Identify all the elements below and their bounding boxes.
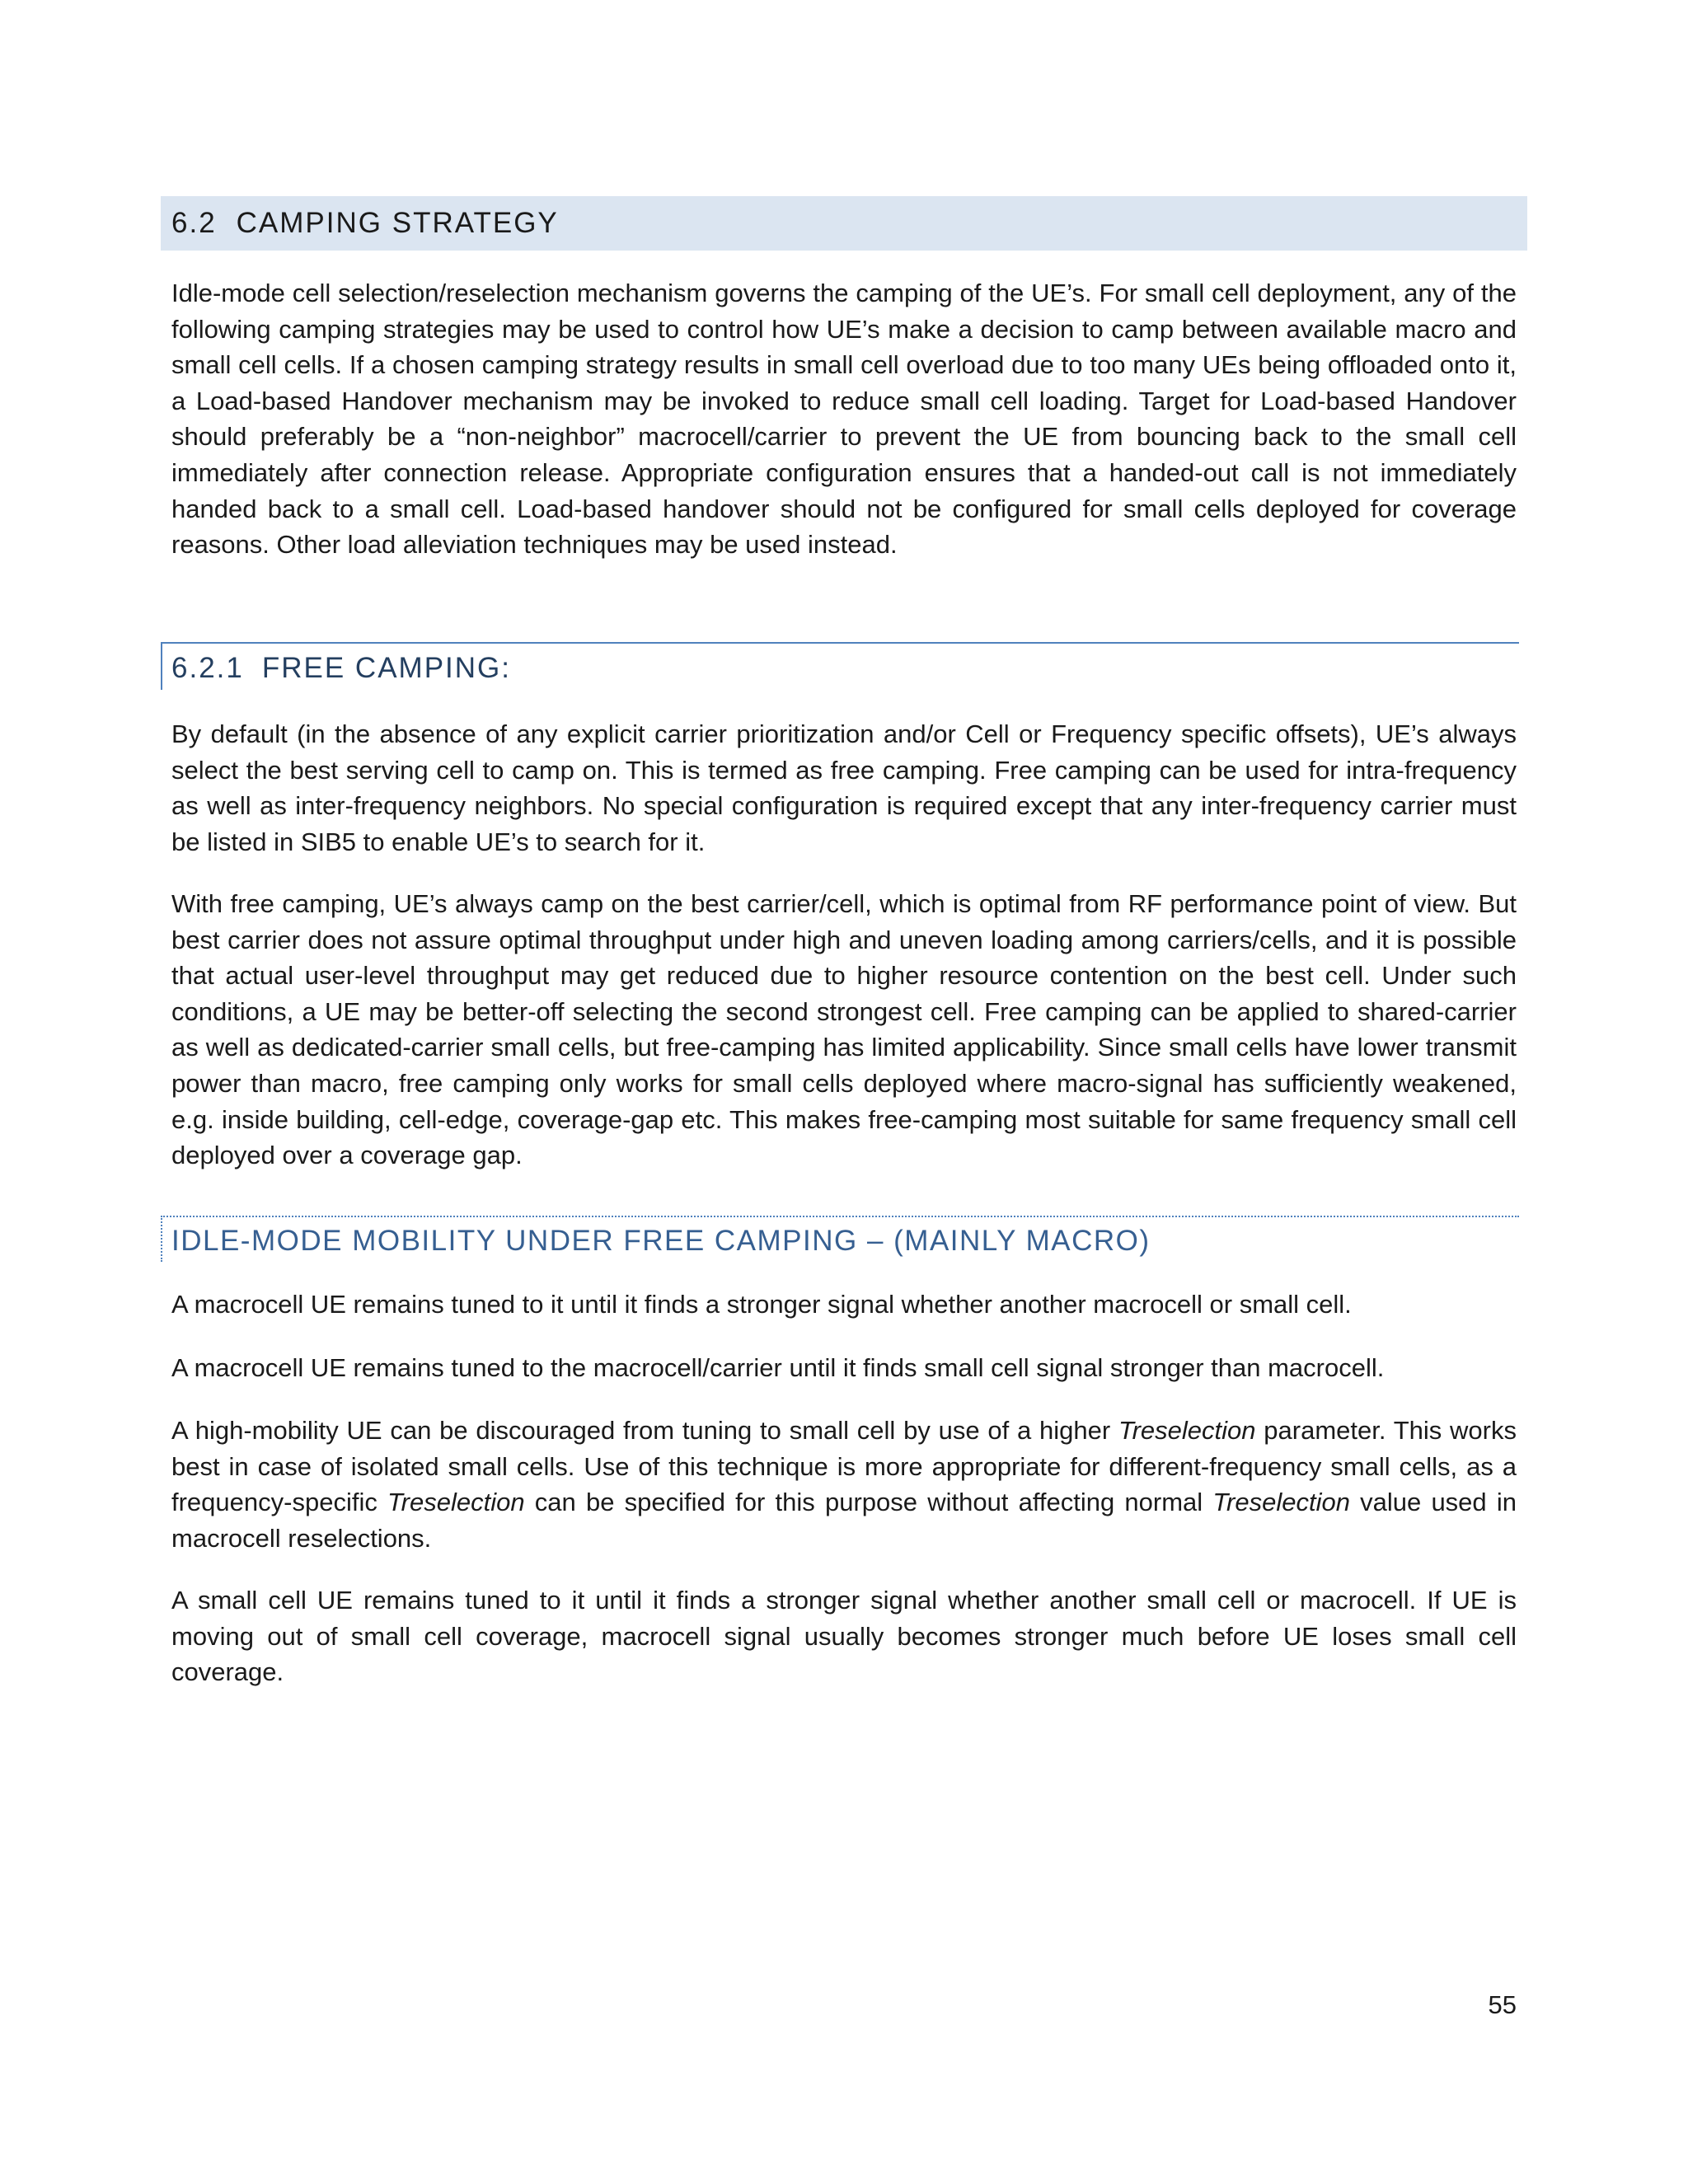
section-number: 6.2 bbox=[171, 207, 217, 239]
subsection-heading bbox=[161, 642, 1519, 690]
subsubsection-heading bbox=[161, 1216, 1519, 1262]
subsubsection-paragraph-3 bbox=[171, 1413, 1517, 1556]
section-heading bbox=[161, 196, 1527, 251]
treselection-term: Treselection bbox=[1118, 1416, 1256, 1445]
subsubsection-paragraph-2-block bbox=[171, 1350, 1517, 1386]
treselection-term: Treselection bbox=[387, 1488, 525, 1517]
subsection-number: 6.2.1 bbox=[171, 652, 244, 684]
section-paragraph: Idle-mode cell selection/reselection mechanism governs the camping of the UE’s. For small cell deployment, any of the following camping strategies may be used to control how UE’s make a decision to camp between available macro and small cell cells. If a chosen camping strategy results in small cell overload due to too many UEs being offloaded onto it, a Load-based Handover mechanism may be invoked to reduce small cell loading. Target for Load-based Handover should preferably be a “non-neighbor” macrocell/carrier to prevent the UE from bouncing back to the small cell immediately after connection release. Appropriate configuration ensures that a handed-out call is not immediately handed back to a small cell. Load-based handover should not be configured for small cells deployed for coverage reasons. Other load alleviation techniques may be used instead. bbox=[171, 279, 1517, 560]
subsubsection-paragraph-3-block bbox=[171, 1413, 1517, 1556]
subsubsection-paragraph-2: A macrocell UE remains tuned to the macrocell/carrier until it finds small cell signal stronger than macrocell. bbox=[171, 1353, 1385, 1382]
section-title: CAMPING STRATEGY bbox=[236, 207, 559, 239]
page-number: 55 bbox=[1488, 1990, 1517, 2019]
subsubsection-paragraph-1: A macrocell UE remains tuned to it until it finds a stronger signal whether another macrocell or small cell. bbox=[171, 1290, 1352, 1319]
paragraph-text: can be specified for this purpose without affecting normal bbox=[524, 1488, 1213, 1517]
treselection-term: Treselection bbox=[1212, 1488, 1350, 1517]
paragraph-text: parameter. This works best in case of isolated small cells. Use of this technique is more appropriate for different-frequency small cells, as a frequency-specific bbox=[171, 1416, 1517, 1517]
subsubsection-paragraph-4: A small cell UE remains tuned to it until it finds a stronger signal whether another small cell or macrocell. If UE is moving out of small cell coverage, macrocell signal usually becomes stronger much before UE loses small cell coverage. bbox=[171, 1586, 1517, 1687]
subsection-paragraph-1: By default (in the absence of any explicit carrier prioritization and/or Cell or Frequency specific offsets), UE’s always select the best serving cell to camp on. This is termed as free camping. Free camping can be used for intra-frequency as well as inter-frequency neighbors. No special configuration is required except that any inter-frequency carrier must be listed in SIB5 to enable UE’s to search for it. bbox=[171, 719, 1517, 856]
subsubsection-paragraph-4-block bbox=[171, 1582, 1517, 1690]
paragraph-text: value used in macrocell reselections. bbox=[171, 1488, 1517, 1553]
subsection-paragraph-1-block bbox=[171, 716, 1517, 860]
section-intro bbox=[171, 275, 1517, 563]
paragraph-text: A high-mobility UE can be discouraged from tuning to small cell by use of a higher bbox=[171, 1416, 1118, 1445]
subsection-title: FREE CAMPING: bbox=[261, 652, 511, 684]
subsubsection-paragraph-1-block bbox=[171, 1286, 1517, 1323]
subsection-paragraph-2: With free camping, UE’s always camp on the best carrier/cell, which is optimal from RF performance point of view. But best carrier does not assure optimal throughput under high and uneven loading among carriers/cells, and it is possible that actual user-level throughput may get reduced due to higher resource contention on the best cell. Under such conditions, a UE may be better-off selecting the second strongest cell. Free camping can be applied to shared-carrier as well as dedicated-carrier small cells, but free-camping has limited applicability. Since small cells have lower transmit power than macro, free camping only works for small cells deployed where macro-signal has sufficiently weakened, e.g. inside building, cell-edge, coverage-gap etc. This makes free-camping most suitable for same frequency small cell deployed over a coverage gap. bbox=[171, 889, 1517, 1170]
subsection-paragraph-2-block bbox=[171, 886, 1517, 1174]
subsubsection-title: IDLE-MODE MOBILITY UNDER FREE CAMPING – (MAINLY MACRO) bbox=[171, 1225, 1151, 1257]
